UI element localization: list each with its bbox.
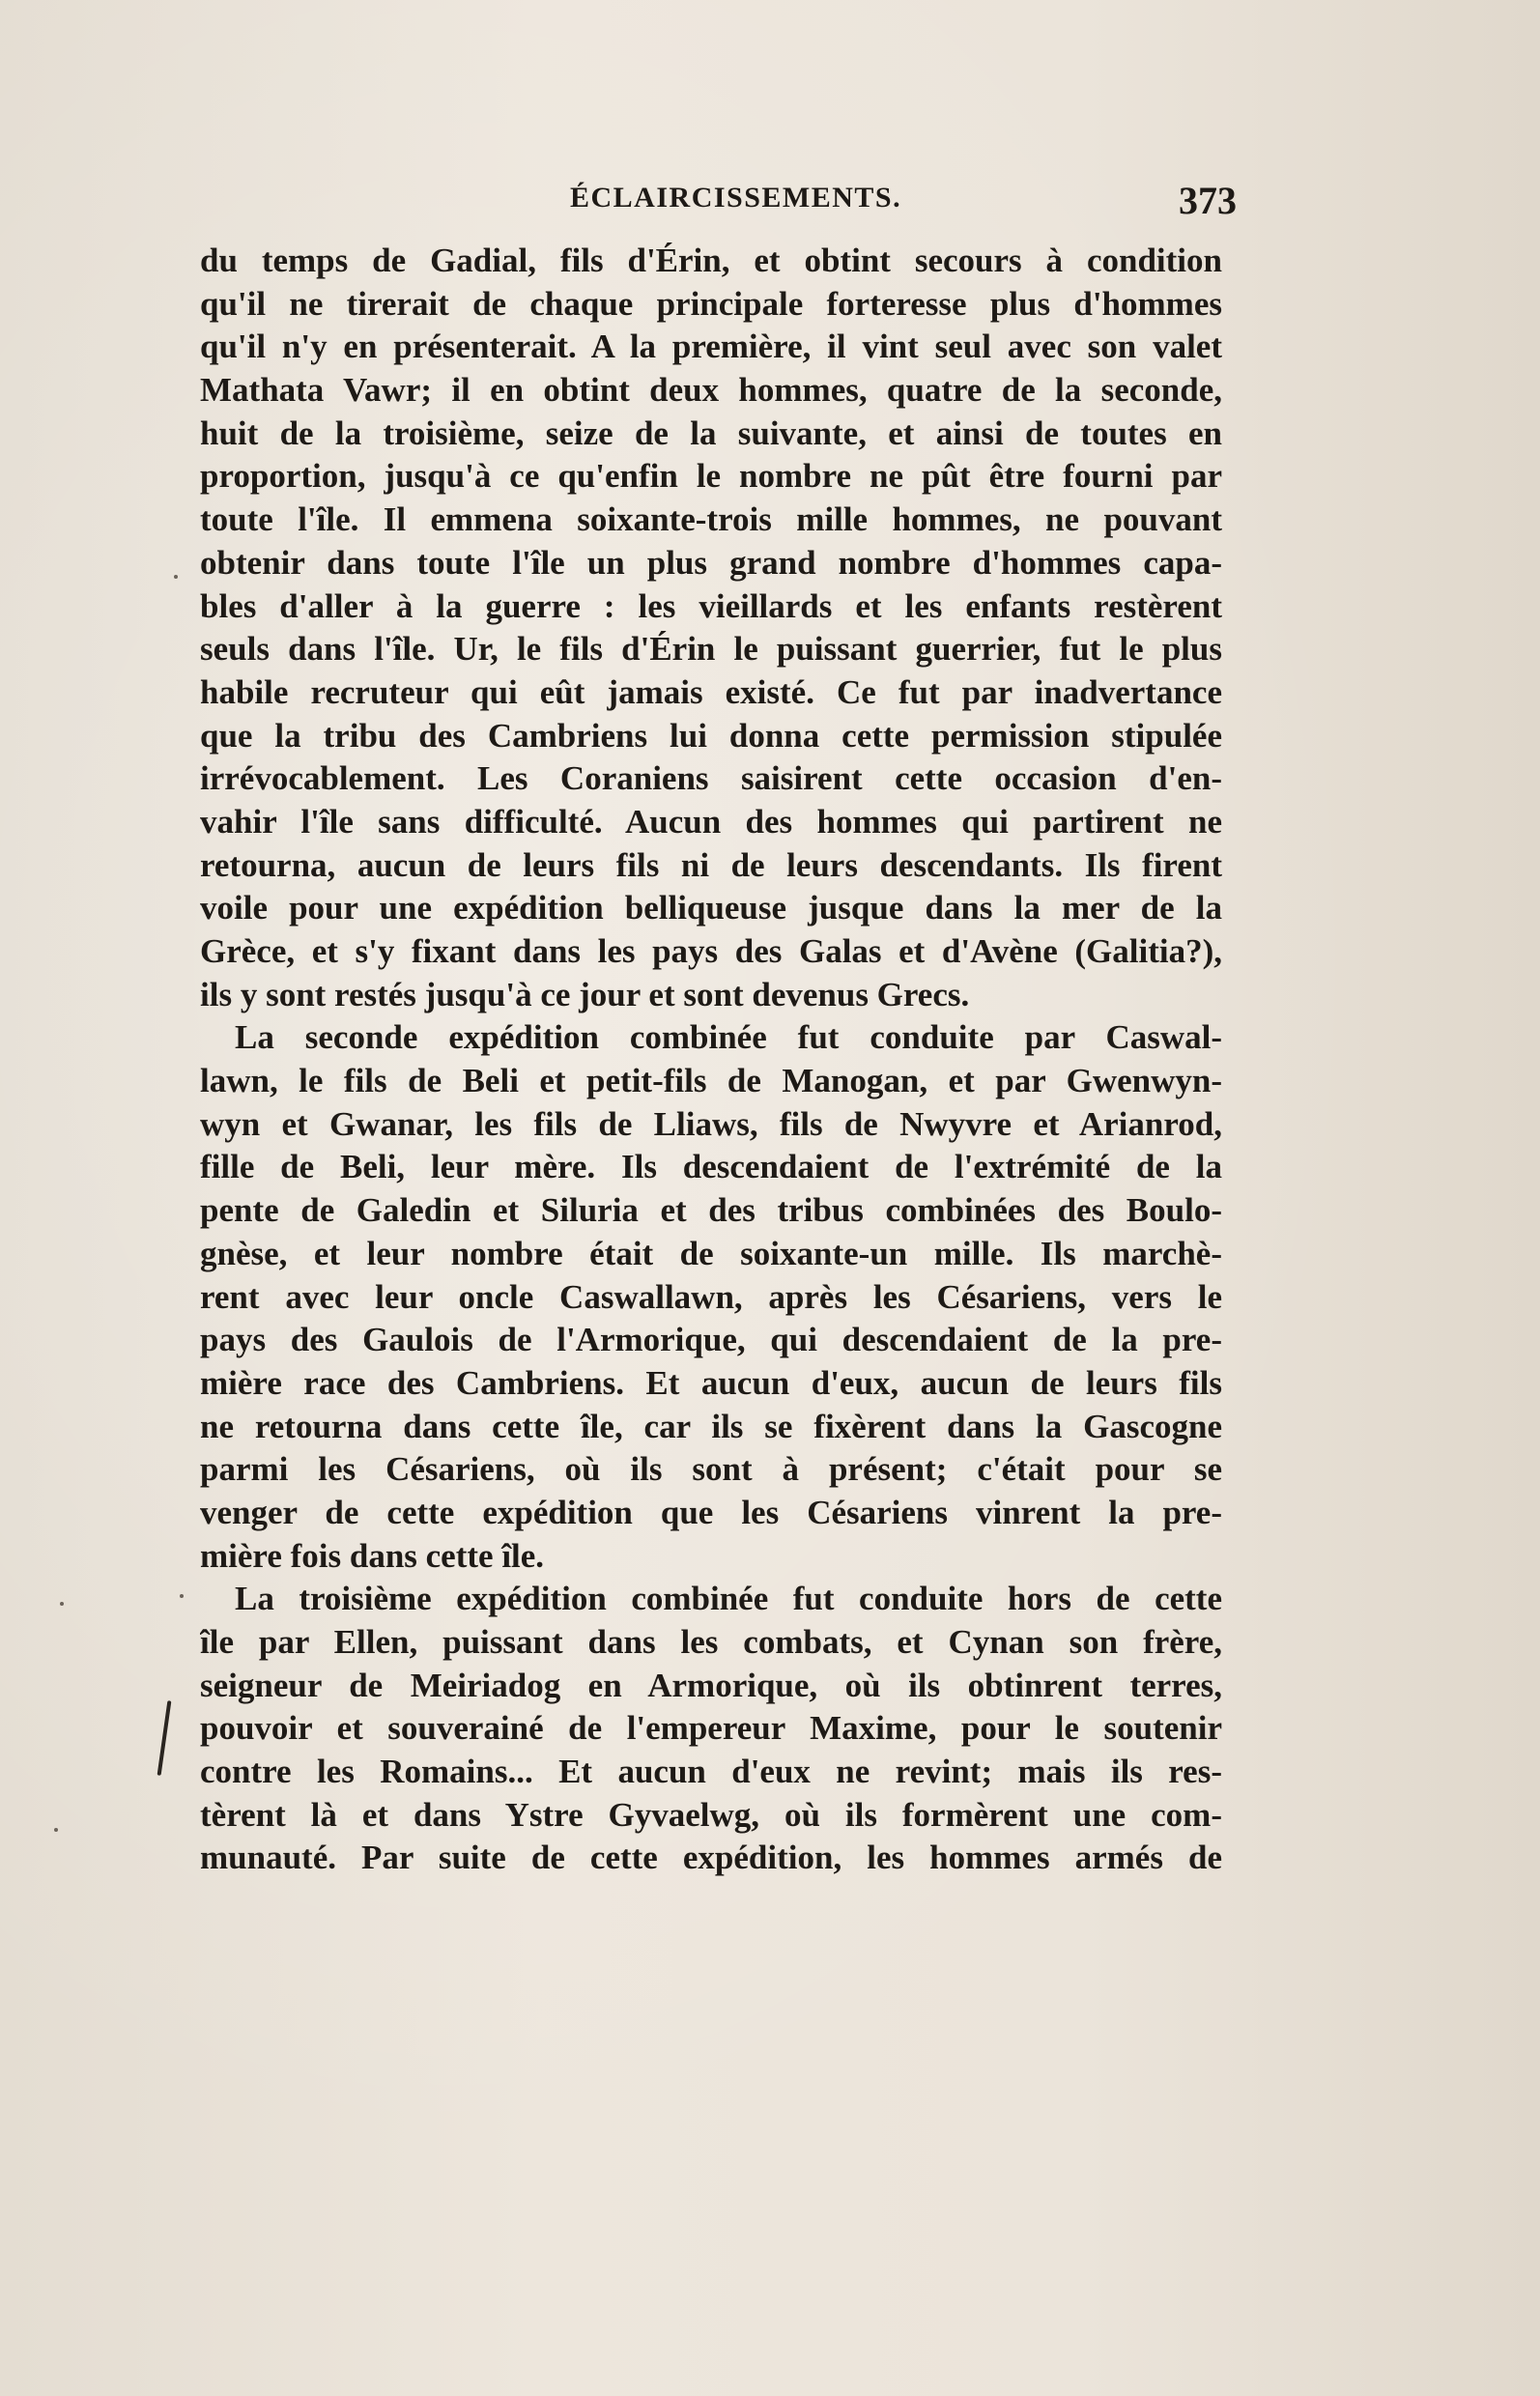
text-line: seuls dans l'île. Ur, le fils d'Érin le puissant guerrier, fut le plus [200, 630, 1222, 669]
paragraph-start-line: La troisième expédition combinée fut conduite hors de cette [235, 1580, 1222, 1618]
text-line: toute l'île. Il emmena soixante-trois mille hommes, ne pouvant [200, 500, 1222, 539]
text-line: retourna, aucun de leurs fils ni de leurs descendants. Ils firent [200, 845, 1222, 884]
text-line: tèrent là et dans Ystre Gyvaelwg, où ils formèrent une com- [200, 1795, 1222, 1834]
text-line: rent avec leur oncle Caswallawn, après les Césariens, vers le [200, 1277, 1222, 1316]
text-line: proportion, jusqu'à ce qu'enfin le nombre ne pût être fourni par [200, 457, 1222, 496]
paragraph-start-line: La seconde expédition combinée fut conduite par Caswal- [235, 1018, 1222, 1057]
text-line: seigneur de Meiriadog en Armorique, où ils obtinrent terres, [200, 1666, 1222, 1704]
text-line: munauté. Par suite de cette expédition, les hommes armés de [200, 1839, 1222, 1877]
margin-speck [54, 1828, 58, 1832]
text-line: Mathata Vawr; il en obtint deux hommes, quatre de la seconde, [200, 371, 1222, 410]
text-line: que la tribu des Cambriens lui donna cette permission stipulée [200, 716, 1222, 755]
paragraph-end-line: mière fois dans cette île. [200, 1536, 545, 1575]
text-line: ne retourna dans cette île, car ils se fixèrent dans la Gascogne [200, 1407, 1222, 1445]
running-title: ÉCLAIRCISSEMENTS. [570, 182, 902, 214]
text-line: pente de Galedin et Siluria et des tribus combinées des Boulo- [200, 1191, 1222, 1230]
paragraph-end-line: ils y sont restés jusqu'à ce jour et sont devenus Grecs. [200, 975, 970, 1013]
text-line: pays des Gaulois de l'Armorique, qui descendaient de la pre- [200, 1321, 1222, 1359]
text-line: qu'il n'y en présenterait. A la première, il vint seul avec son valet [200, 328, 1222, 366]
text-line: contre les Romains... Et aucun d'eux ne revint; mais ils res- [200, 1753, 1222, 1791]
margin-speck [180, 1594, 184, 1598]
text-line: bles d'aller à la guerre : les vieillards et les enfants restèrent [200, 586, 1222, 625]
text-line: gnèse, et leur nombre était de soixante-un mille. Ils marchè- [200, 1234, 1222, 1272]
text-line: lawn, le fils de Beli et petit-fils de Manogan, et par Gwenwyn- [200, 1062, 1222, 1100]
text-line: irrévocablement. Les Coraniens saisirent cette occasion d'en- [200, 759, 1222, 798]
page-number: 373 [1179, 179, 1237, 222]
text-line: voile pour une expédition belliqueuse jusque dans la mer de la [200, 889, 1222, 927]
text-line: vahir l'île sans difficulté. Aucun des hommes qui partirent ne [200, 802, 1222, 841]
body-text [200, 240, 1222, 1880]
text-line: île par Ellen, puissant dans les combats, et Cynan son frère, [200, 1623, 1222, 1661]
text-line: obtenir dans toute l'île un plus grand nombre d'hommes capa- [200, 543, 1222, 582]
text-line: wyn et Gwanar, les fils de Lliaws, fils de Nwyvre et Arianrod, [200, 1104, 1222, 1143]
text-line: mière race des Cambriens. Et aucun d'eux, aucun de leurs fils [200, 1363, 1222, 1402]
text-line: pouvoir et souverainé de l'empereur Maxime, pour le soutenir [200, 1709, 1222, 1748]
text-line: venger de cette expédition que les Césariens vinrent la pre- [200, 1493, 1222, 1531]
text-line: Grèce, et s'y fixant dans les pays des Galas et d'Avène (Galitia?), [200, 932, 1222, 970]
text-line: parmi les Césariens, où ils sont à présent; c'était pour se [200, 1450, 1222, 1489]
margin-speck [60, 1602, 64, 1606]
page-header [193, 179, 1237, 240]
text-line: habile recruteur qui eût jamais existé. Ce fut par inadvertance [200, 672, 1222, 711]
text-line: fille de Beli, leur mère. Ils descendaient de l'extrémité de la [200, 1148, 1222, 1186]
handwritten-margin-mark [157, 1700, 172, 1776]
text-line: huit de la troisième, seize de la suivante, et ainsi de toutes en [200, 414, 1222, 452]
margin-speck [174, 575, 178, 579]
text-line: qu'il ne tirerait de chaque principale forteresse plus d'hommes [200, 284, 1222, 323]
text-line: du temps de Gadial, fils d'Érin, et obtint secours à condition [200, 242, 1222, 279]
